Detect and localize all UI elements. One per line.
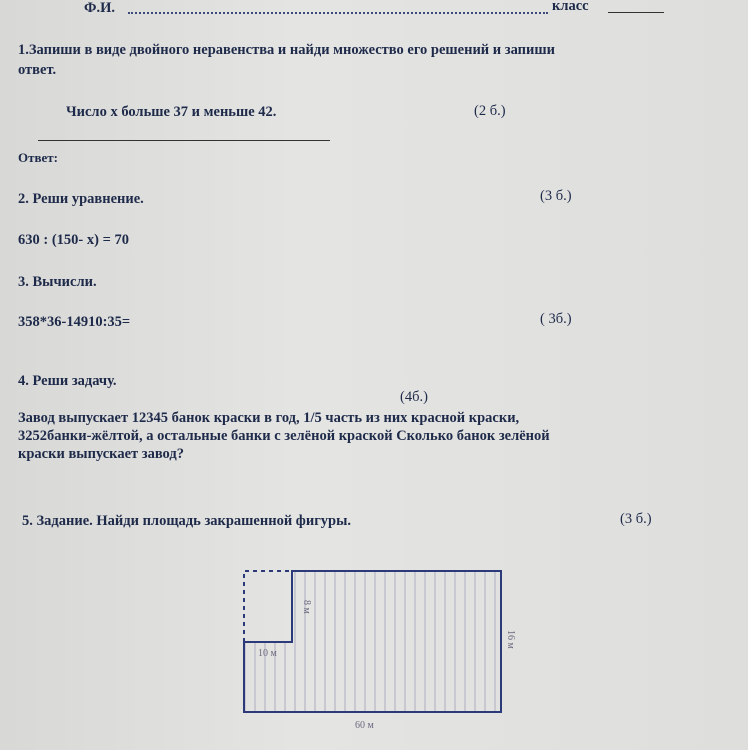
task1-answer-label: Ответ:	[18, 150, 59, 165]
class-label: класс	[552, 0, 589, 14]
name-label: Ф.И.	[84, 0, 115, 16]
task3-expression: 358*36-14910:35=	[18, 314, 131, 330]
task3-title: 3. Вычисли.	[18, 274, 97, 290]
task1-prompt-line2: ответ.	[18, 62, 57, 78]
task1-score: (2 б.)	[474, 103, 506, 119]
task4-line1: Завод выпускает 12345 банок краски в год, 1/5 часть из них красной краски,	[18, 410, 520, 426]
label-bottom: 60 м	[355, 720, 374, 731]
task2-score: (3 б.)	[540, 188, 572, 204]
task4-line2: 3252банки-жёлтой, а остальные банки с зелёной краской Сколько банок зелёной	[18, 428, 550, 444]
task5-score: (3 б.)	[620, 511, 652, 527]
task1-condition: Число x больше 37 и меньше 42.	[66, 104, 277, 120]
task4-score: (4б.)	[400, 389, 428, 405]
task3-score: ( 3б.)	[540, 311, 572, 327]
label-right: 16 м	[505, 630, 516, 649]
task4-line3: краски выпускает завод?	[18, 446, 184, 462]
task5-title: 5. Задание. Найди площадь закрашенной фигуры.	[22, 513, 352, 529]
task1-prompt-line1: 1.Запиши в виде двойного неравенства и найди множество его решений и запиши	[18, 42, 555, 58]
task2-title: 2. Реши уравнение.	[18, 191, 144, 207]
task2-equation: 630 : (150- x) = 70	[18, 232, 129, 248]
task4-title: 4. Реши задачу.	[18, 373, 117, 389]
label-left-step: 10 м	[258, 648, 277, 659]
dotted-notch	[244, 571, 292, 642]
label-top-notch: 8 м	[301, 600, 312, 614]
